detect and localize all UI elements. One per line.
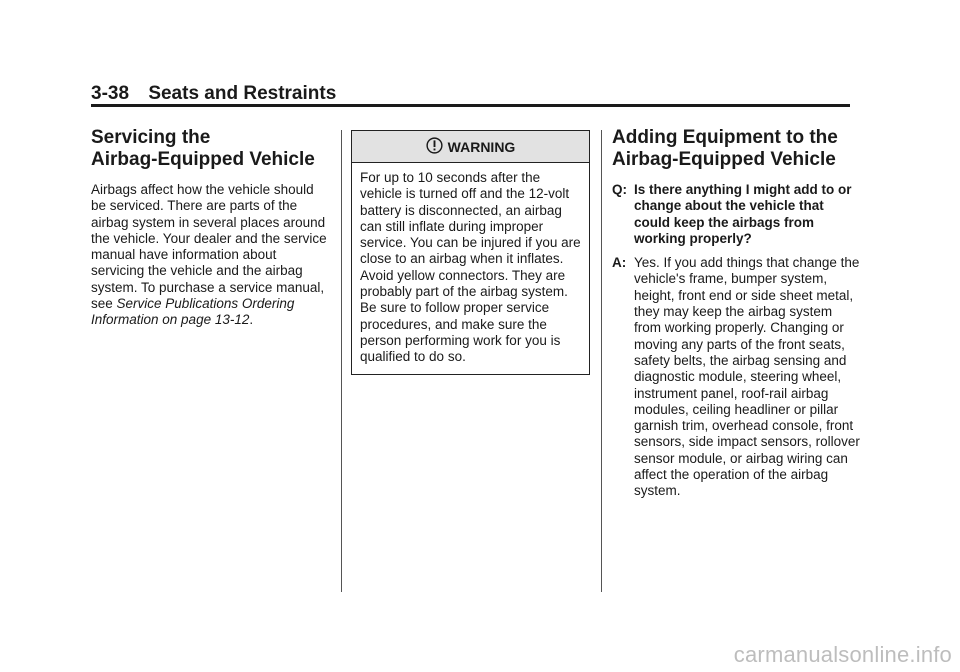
adding-equipment-heading: Adding Equipment to the Airbag-Equipped Vehicle — [612, 127, 838, 170]
watermark: carmanualsonline.info — [733, 642, 952, 667]
adding-equipment-column — [612, 127, 862, 508]
warning-box — [351, 130, 590, 375]
column-divider — [341, 130, 342, 592]
warning-title: WARNING — [447, 138, 516, 155]
warning-circle-icon — [426, 137, 443, 157]
servicing-heading: Servicing the Airbag-Equipped Vehicle — [91, 127, 315, 170]
header-rule — [91, 104, 850, 107]
page-header — [91, 83, 850, 105]
servicing-body: Airbags affect how the vehicle should be serviced. There are parts of the airbag system in several places around the vehicle. Your dealer and the service manual have information about servicing the vehicle and the airbag system. To purchase a service manual, see Service Publications Ordering Information on page 13-12. — [91, 182, 327, 328]
warning-column — [351, 130, 590, 375]
column-divider — [601, 130, 602, 592]
answer-item — [612, 255, 862, 499]
question-item — [612, 182, 862, 247]
answer-label: A: — [612, 255, 627, 271]
answer-text: Yes. If you add things that change the vehicle's frame, bumper system, height, front end or side sheet metal, they may keep the airbag system from working properly. Changing or moving any parts of the front seats, safety belts, the airbag sensing and diagnostic module, steering wheel, instrument panel, roof-rail airbag modules, ceiling headliner or pillar garnish trim, overhead console, front sensors, side impact sensors, rollover sensor module, or airbag wiring can affect the operation of the airbag system. — [634, 255, 860, 499]
page-number: 3-38 — [91, 83, 130, 104]
section-title: Seats and Restraints — [148, 83, 337, 104]
warning-header — [352, 131, 589, 163]
warning-text: For up to 10 seconds after the vehicle is turned off and the 12-volt battery is disconnected, an airbag can still inflate during improper service. You can be injured if you are close to an airbag when it inflates. Avoid yellow connectors. They are probably part of the airbag system. Be sure to follow proper service procedures, and make sure the person performing work for you is qualified to do so. — [360, 170, 581, 365]
question-text: Is there anything I might add to or change about the vehicle that could keep the airbags from working properly? — [634, 182, 852, 246]
servicing-column — [91, 127, 331, 329]
cross-reference-link[interactable]: Service Publications Ordering Information on page 13-12 — [91, 296, 295, 328]
question-label: Q: — [612, 182, 627, 197]
